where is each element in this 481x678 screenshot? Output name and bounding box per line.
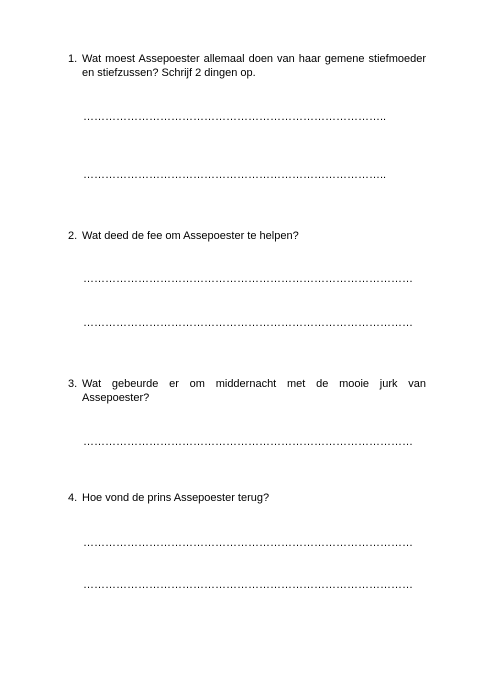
question-text: Hoe vond de prins Assepoester terug? <box>82 492 270 504</box>
answer-line[interactable]: ……………………………………………………………………….. <box>83 169 387 181</box>
answer-line[interactable]: ……………………………………………………………………………… <box>83 436 413 448</box>
question-text: Wat deed de fee om Assepoester te helpen? <box>82 230 299 242</box>
question-3 <box>68 377 426 405</box>
answer-line[interactable]: ……………………………………………………………………………… <box>83 317 413 329</box>
question-2 <box>68 229 426 243</box>
question-text: Wat moest Assepoester allemaal doen van haar gemene stiefmoeder en stiefzussen? Schrijf 2 dingen op. <box>82 53 426 79</box>
answer-line[interactable]: ……………………………………………………………………………… <box>83 273 413 285</box>
question-4 <box>68 491 426 505</box>
question-number: 4. <box>68 492 78 504</box>
question-number: 1. <box>68 53 78 65</box>
answer-line[interactable]: ……………………………………………………………………………… <box>83 579 413 591</box>
question-text: Wat gebeurde er om middernacht met de mooie jurk van Assepoester? <box>82 378 426 404</box>
question-number: 2. <box>68 230 78 242</box>
question-1 <box>68 52 426 80</box>
question-number: 3. <box>68 378 78 390</box>
answer-line[interactable]: ……………………………………………………………………………… <box>83 537 413 549</box>
answer-line[interactable]: ……………………………………………………………………….. <box>83 111 387 123</box>
